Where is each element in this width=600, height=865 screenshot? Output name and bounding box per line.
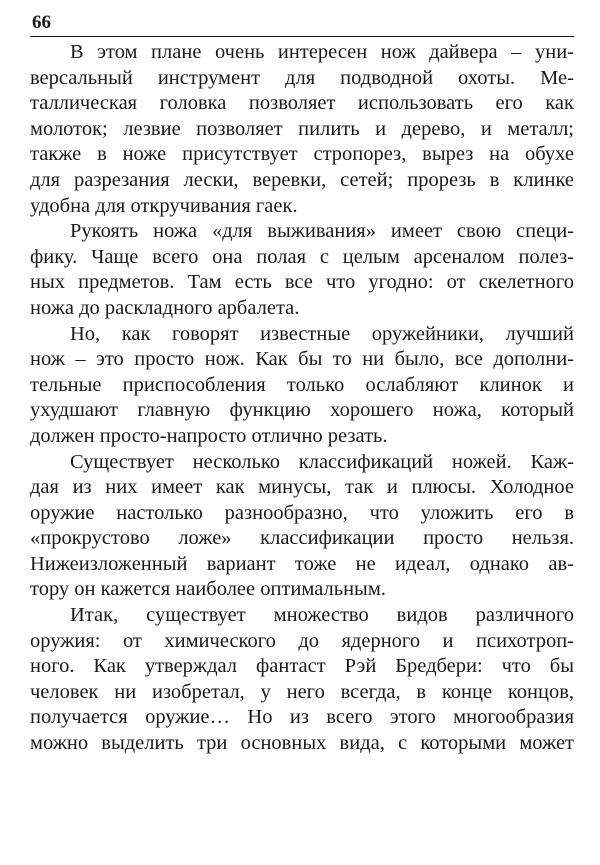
text-line: получается оружие… Но из всего этого многообразия xyxy=(30,706,574,729)
text-line: нож – это просто нож. Как бы то ни было, все дополни- xyxy=(30,348,574,371)
page-number: 66 xyxy=(32,12,51,33)
text-line: Итак, существует множество видов различного xyxy=(70,604,574,627)
text-line: Но, как говорят известные оружейники, лучший xyxy=(70,322,574,345)
text-line: можно выделить три основных вида, с которыми может xyxy=(30,732,574,755)
page-header xyxy=(30,8,574,37)
text-line: оружия: от химического до ядерного и психотроп- xyxy=(30,629,574,652)
text-line: тору он кажется наиболее оптимальным. xyxy=(30,578,386,601)
text-line: тельные приспособления только ослабляют клинок и xyxy=(30,373,574,396)
body-text xyxy=(30,40,574,757)
text-line: таллическая головка позволяет использовать его как xyxy=(30,92,574,115)
text-line: должен просто-напросто отлично резать. xyxy=(30,424,388,447)
paragraph xyxy=(30,219,574,321)
text-line: фику. Чаще всего она полая с целым арсеналом полез- xyxy=(30,245,574,268)
text-line: версальный инструмент для подводной охоты. Ме- xyxy=(30,66,574,89)
text-line: оружие настолько разнообразно, что уложить его в xyxy=(30,501,574,524)
text-line: человек ни изобретал, у него всегда, в конце концов, xyxy=(30,680,574,703)
paragraph xyxy=(30,603,574,757)
text-line: Рукоять ножа «для выживания» имеет свою специ- xyxy=(70,220,574,243)
text-line: Существует несколько классификаций ножей. Каж- xyxy=(70,450,574,473)
text-line: для разрезания лески, веревки, сетей; прорезь в клинке xyxy=(30,168,574,191)
text-line: «прокрустово ложе» классификации просто нельзя. xyxy=(30,527,574,550)
text-line: ных предметов. Там есть все что угодно: от скелетного xyxy=(30,271,574,294)
text-line: ухудшают главную функцию хорошего ножа, который xyxy=(30,399,574,422)
text-line: дая из них имеет как минусы, так и плюсы. Холодное xyxy=(30,476,574,499)
text-line: также в ноже присутствует стропорез, вырез на обухе xyxy=(30,143,574,166)
text-line: В этом плане очень интересен нож дайвера – уни- xyxy=(70,41,574,63)
text-line: ного. Как утверждал фантаст Рэй Бредбери: что бы xyxy=(30,655,574,678)
text-line: удобна для откручивания гаек. xyxy=(30,194,298,217)
text-line: ножа до раскладного арбалета. xyxy=(30,296,300,319)
text-line: Нижеизложенный вариант тоже не идеал, однако ав- xyxy=(30,552,574,575)
paragraph xyxy=(30,450,574,604)
paragraph xyxy=(30,40,574,219)
text-line: молоток; лезвие позволяет пилить и дерево, и металл; xyxy=(30,117,574,140)
paragraph xyxy=(30,322,574,450)
